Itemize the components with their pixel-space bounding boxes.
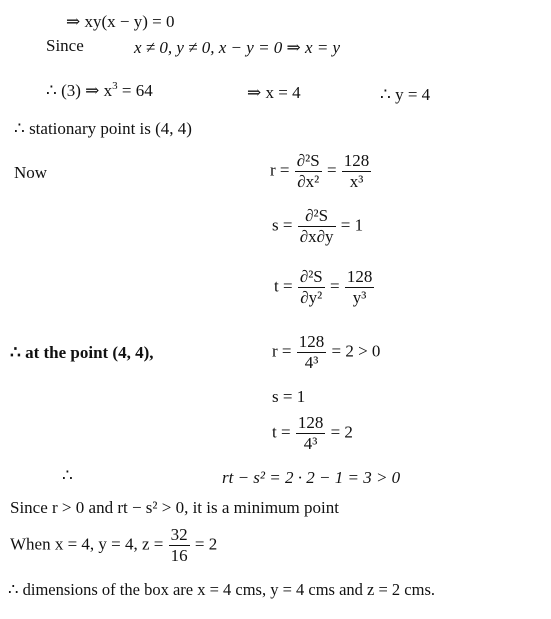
t-partial-formula bbox=[274, 268, 375, 307]
line-cube-equation bbox=[46, 82, 153, 99]
s-partial-formula bbox=[272, 207, 363, 246]
t-fraction: $\frac{\text{∂²S}}{\text{∂y²}}$ bbox=[299, 267, 323, 307]
cube-lhs: ∴ (3) ⇒ x bbox=[46, 81, 113, 100]
stationary-point-line: ∴ stationary point is (4, 4) bbox=[14, 119, 192, 138]
t2-rhs: = 2 bbox=[330, 422, 353, 442]
when-lhs: When x = 4, y = 4, z = bbox=[10, 534, 164, 554]
since-conditions: x ≠ 0, y ≠ 0, x − y = 0 ⇒ x = y bbox=[134, 38, 341, 57]
x-equals-4: ⇒ x = 4 bbox=[247, 83, 301, 102]
z-fraction: $\frac{32}{16}$ bbox=[170, 525, 188, 565]
t2-fraction: $\frac{128}{\text{4³}}$ bbox=[297, 413, 324, 453]
minimum-point-line: Since r > 0 and rt − s² > 0, it is a minimum point bbox=[10, 498, 339, 517]
cube-exponent: 3 bbox=[112, 80, 118, 92]
r-equals: = bbox=[326, 160, 337, 180]
r2-fraction: $\frac{128}{\text{4³}}$ bbox=[298, 332, 325, 372]
r2-lhs: r = bbox=[272, 341, 292, 361]
when-rhs: = 2 bbox=[194, 534, 218, 554]
rt-minus-s2-line: rt − s² = 2 · 2 − 1 = 3 > 0 bbox=[222, 468, 401, 487]
s-fraction: $\frac{\text{∂²S}}{\partial x\partial y}$ bbox=[299, 206, 334, 246]
at-point-heading: ∴ at the point (4, 4), bbox=[10, 343, 154, 362]
r-lhs: r = bbox=[270, 160, 290, 180]
r2-rhs: = 2 > 0 bbox=[331, 341, 381, 361]
since-label: Since bbox=[46, 36, 84, 55]
t-value-fraction: $\frac{128}{\text{y³}}$ bbox=[346, 267, 373, 307]
when-line bbox=[10, 526, 217, 565]
t-equals: = bbox=[330, 276, 340, 296]
s-at-point: s = 1 bbox=[272, 387, 306, 406]
r-partial-formula bbox=[270, 152, 372, 191]
r-value-fraction: $\frac{128}{\text{x³}}$ bbox=[343, 151, 370, 191]
r-at-point bbox=[272, 333, 380, 372]
cube-rhs: = 64 bbox=[117, 81, 153, 100]
t-at-point bbox=[272, 414, 353, 453]
dimensions-line: ∴ dimensions of the box are x = 4 cms, y = 4 cms and z = 2 cms. bbox=[8, 580, 436, 599]
r-fraction: $\frac{\text{∂²S}}{\text{∂x²}}$ bbox=[296, 151, 320, 191]
line-xy-equation: ⇒ xy(x − y) = 0 bbox=[66, 12, 175, 31]
s-lhs: s = bbox=[272, 215, 293, 235]
y-equals-4: ∴ y = 4 bbox=[380, 85, 431, 104]
t2-lhs: t = bbox=[272, 422, 291, 442]
s-rhs: = 1 bbox=[340, 215, 364, 235]
t-lhs: t = bbox=[274, 276, 293, 296]
therefore-symbol: ∴ bbox=[62, 466, 73, 485]
now-label: Now bbox=[14, 163, 48, 182]
